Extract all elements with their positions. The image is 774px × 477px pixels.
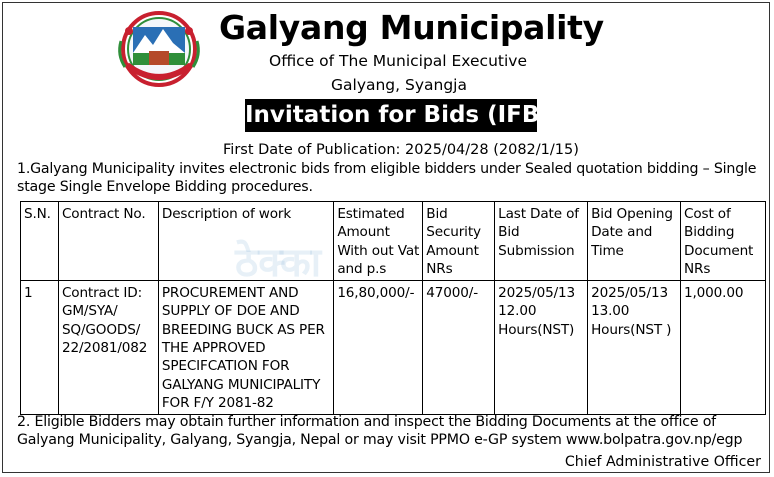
tender-notice-page <box>2 2 770 473</box>
municipality-title: Galyang Municipality <box>219 8 604 47</box>
cell-document-cost: 1,000.00 <box>681 281 766 415</box>
cell-last-date: 2025/05/13 12.00 Hours(NST) <box>495 281 588 415</box>
cell-description: PROCUREMENT AND SUPPLY OF DOE AND BREEDING BUCK AS PER THE APPROVED SPECIFCATION FOR GALYANG MUNICIPALITY FOR F/Y 2081-82 <box>158 281 333 415</box>
header-description: Description of work <box>158 202 333 281</box>
header-document-cost: Cost of Bidding Document NRs <box>681 202 766 281</box>
office-subtitle: Office of The Municipal Executive <box>269 52 527 70</box>
location-line: Galyang, Syangja <box>331 76 467 94</box>
header-bid-opening: Bid Opening Date and Time <box>588 202 681 281</box>
watermark: ठेक्का <box>235 240 322 286</box>
cell-contract-no: Contract ID: GM/SYA/ SQ/GOODS/ 22/2081/082 <box>58 281 158 415</box>
notice-title-banner: Invitation for Bids (IFB) <box>245 99 537 132</box>
signature-line: Chief Administrative Officer <box>564 454 761 470</box>
header-sn: S.N. <box>21 202 59 281</box>
cell-estimated-amount: 16,80,000/- <box>334 281 423 415</box>
bid-table <box>20 201 766 415</box>
header-estimated-amount: Estimated Amount With out Vat and p.s <box>334 202 423 281</box>
header-bid-security: Bid Security Amount NRs <box>423 202 495 281</box>
cell-sn: 1 <box>21 281 59 415</box>
cell-bid-security: 47000/- <box>423 281 495 415</box>
header-last-date: Last Date of Bid Submission <box>495 202 588 281</box>
intro-paragraph: 1.Galyang Municipality invites electronic bids from eligible bidders under Sealed quotation bidding – Single stage Single Envelope Bidding procedures. <box>17 161 757 195</box>
header-contract-no: Contract No. <box>58 202 158 281</box>
cell-bid-opening: 2025/05/13 13.00 Hours(NST ) <box>588 281 681 415</box>
municipality-emblem-icon <box>113 7 205 93</box>
footnote-paragraph: 2. Eligible Bidders may obtain further information and inspect the Bidding Documents at the office of Galyang Municipality, Galyang, Syangja, Nepal or may visit PPMO e-GP system www.bolpatra.gov.np/egp <box>17 414 743 448</box>
table-header-row <box>21 202 766 281</box>
publication-date: First Date of Publication: 2025/04/28 (2082/1/15) <box>223 142 579 158</box>
table-row <box>21 281 766 415</box>
